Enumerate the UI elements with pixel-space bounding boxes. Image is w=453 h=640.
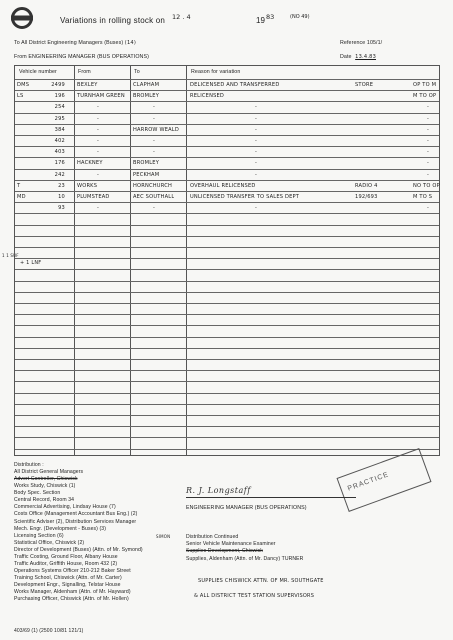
distribution-line: Body Spec. Section	[14, 490, 61, 497]
row-reason: -	[255, 126, 258, 133]
row-status-change: -	[427, 126, 430, 133]
column-header-reason: Reason for variation	[191, 69, 241, 75]
row-to: BROMLEY	[133, 93, 160, 100]
to-line-note: (14)	[124, 40, 137, 46]
distribution-line: All District General Managers	[14, 469, 84, 476]
row-to: -	[153, 138, 156, 144]
row-from: -	[97, 205, 100, 212]
date-field	[340, 54, 376, 60]
row-reason: DELICENSED AND TRANSFERRED	[190, 82, 280, 88]
distribution-continued-line: Supplies Development, Chiswick	[186, 548, 263, 555]
from-line: From ENGINEERING MANAGER (BUS OPERATIONS)	[14, 54, 149, 60]
form-number: 403/69 (1) (2500 10/81 121/1)	[14, 628, 84, 634]
row-prefix: MD	[17, 194, 26, 200]
column-header-vehicle-number: Vehicle number	[19, 69, 57, 75]
row-extra: 192/693	[355, 194, 378, 200]
row-vehicle-number: 384	[54, 126, 65, 133]
row-reason: OVERHAUL RELICENSED	[190, 182, 256, 189]
distribution-line: Development Engr., Signalling, Telstar House	[14, 582, 121, 589]
row-vehicle-number: 402	[54, 138, 65, 144]
row-reason: -	[255, 149, 258, 156]
handwritten-note-supplies: SUPPLIES CHISWICK ATTN. OF MR. SOUTHGATE	[198, 578, 324, 584]
row-reason: UNLICENSED TRANSFER TO SALES DEPT	[190, 194, 300, 200]
title-year-prefix: 19	[256, 16, 265, 25]
signature: R. J. Longstaff	[186, 486, 251, 495]
row-to: -	[153, 104, 156, 111]
row-prefix: DMS	[17, 82, 30, 88]
distribution-line: Traffic Auditor, Griffith House, Room 432 (2)	[14, 560, 118, 567]
london-transport-roundel-logo	[10, 6, 34, 30]
row-reason: -	[255, 160, 258, 167]
row-status-change: -	[427, 138, 430, 144]
row-status-change: OP TO M	[413, 82, 437, 88]
row-from: TURNHAM GREEN	[77, 93, 125, 100]
distribution-continued	[186, 534, 303, 563]
practice-stamp	[336, 448, 431, 512]
distribution-line: Costs Office (Management Accountant Bus Eng.) (2)	[14, 511, 138, 518]
row-vehicle-number: 242	[54, 171, 65, 178]
signature-line	[186, 497, 356, 498]
distribution-line: Scientific Adviser (2), Distribution Services Manager	[14, 518, 137, 525]
row-to: PECKHAM	[133, 171, 160, 178]
distribution-line: Commercial Advertising, Lindsay House (7)	[14, 504, 116, 511]
distribution-continued-line: Senior Vehicle Maintenance Examiner	[186, 541, 276, 548]
distribution-line: Training School, Chiswick (Attn. of Mr. Carter)	[14, 575, 122, 581]
distribution-heading: Distribution :	[14, 462, 44, 468]
row-status-change: M TO OP	[413, 93, 437, 100]
row-from: -	[97, 104, 100, 111]
row-status-change: -	[427, 160, 430, 167]
distribution-line: Statistical Office, Chiswick (2)	[14, 539, 85, 546]
row-status-change: M TO S	[413, 194, 433, 200]
distribution-continued-heading: Distribution Continued	[186, 534, 239, 540]
row-vehicle-number: 93	[58, 205, 65, 212]
row-vehicle-number: 176	[54, 160, 65, 167]
row-note: + 1 LNF	[20, 260, 42, 266]
distribution-continued-line: Supplies, Aldenham (Attn. of Mr. Dancy) TURNER	[186, 555, 304, 562]
row-vehicle-number: 196	[54, 93, 65, 100]
row-reason: -	[255, 115, 258, 122]
column-header-to: To	[134, 69, 140, 75]
row-from: -	[97, 171, 100, 178]
row-prefix: T	[17, 182, 21, 189]
row-extra: STORE	[355, 82, 374, 88]
column-header-from: From	[78, 69, 91, 75]
to-line-text: To All District Engineering Managers (Buses)	[14, 40, 124, 46]
row-to: AEC SOUTHALL	[133, 194, 175, 200]
row-status-change: -	[427, 149, 430, 156]
row-to: HORNCHURCH	[133, 182, 172, 189]
distribution-line: Licensing Section (6)	[14, 532, 64, 539]
row-to: CLAPHAM	[133, 82, 160, 88]
distribution-line: Central Record, Room 34	[14, 497, 75, 504]
row-to: -	[153, 149, 156, 156]
row-vehicle-number: 23	[58, 182, 65, 189]
distribution-line: Director of Development (Buses) (Attn. of Mr. Symond)	[14, 546, 143, 553]
row-from: -	[97, 126, 100, 133]
title-number-note: (NO 49)	[290, 14, 310, 20]
row-vehicle-number: 10	[58, 194, 65, 200]
row-to: -	[153, 115, 156, 122]
row-to: BROMLEY	[133, 160, 160, 167]
row-from: PLUMSTEAD	[77, 194, 110, 200]
row-reason: -	[255, 104, 258, 111]
row-to: -	[153, 205, 156, 212]
row-from: HACKNEY	[77, 160, 103, 167]
row-status-change: -	[427, 115, 430, 122]
distribution-line: Traffic Costing, Ground Floor, Albany House	[14, 553, 118, 560]
row-status-change: -	[427, 205, 430, 212]
row-vehicle-number: 295	[54, 115, 65, 122]
row-status-change: NO TO OP	[413, 182, 440, 189]
row-to: HARROW WEALD	[133, 126, 179, 133]
reference-label: Reference 105/1/	[340, 40, 383, 46]
row-extra: RADIO 4	[355, 182, 378, 189]
title-year: 83	[266, 13, 275, 21]
distribution-line: Advert Controller, Chiswick	[14, 476, 78, 483]
row-reason: -	[255, 205, 258, 212]
simon-note: SIMON	[156, 534, 171, 539]
row-status-change: -	[427, 104, 430, 111]
document-title: Variations in rolling stock on	[60, 16, 166, 25]
row-from: WORKS	[77, 182, 98, 189]
row-from: -	[97, 149, 100, 156]
row-vehicle-number: 403	[54, 149, 65, 156]
row-reason: RELICENSED	[190, 93, 225, 100]
distribution-line: Works Manager, Aldenham (Attn. of Mr. Hayward)	[14, 589, 131, 596]
distribution-line: Works Study, Chiswick (1)	[14, 483, 76, 490]
handwritten-note-test-stations: & ALL DISTRICT TEST STATION SUPERVISORS	[194, 593, 315, 599]
to-line	[14, 40, 136, 46]
date-label: Date	[340, 54, 352, 60]
distribution-line: Purchasing Officer, Chiswick (Attn. of Mr. Hollen)	[14, 596, 129, 603]
row-vehicle-number: 254	[54, 104, 65, 111]
signatory-title: ENGINEERING MANAGER (BUS OPERATIONS)	[186, 505, 307, 511]
distribution-line: Mech. Engr. (Development - Buses) (3)	[14, 525, 107, 532]
date-value: 13.4.83	[355, 54, 377, 60]
variations-table	[14, 65, 440, 456]
row-from: -	[97, 115, 100, 122]
row-status-change: -	[427, 171, 430, 178]
row-reason: -	[255, 138, 258, 144]
row-prefix: LS	[17, 93, 24, 100]
row-from: -	[97, 138, 100, 144]
row-reason: -	[255, 171, 258, 178]
margin-note: 1 1 SUF	[2, 253, 19, 258]
row-vehicle-number: 2499	[51, 82, 65, 88]
row-from: BEXLEY	[77, 82, 98, 88]
distribution-line: Operations Systems Officer 210-212 Baker Street	[14, 567, 131, 574]
stamp-text: PRACTICE	[346, 471, 391, 493]
distribution-list	[14, 462, 143, 603]
title-date: 12 . 4	[172, 13, 191, 21]
